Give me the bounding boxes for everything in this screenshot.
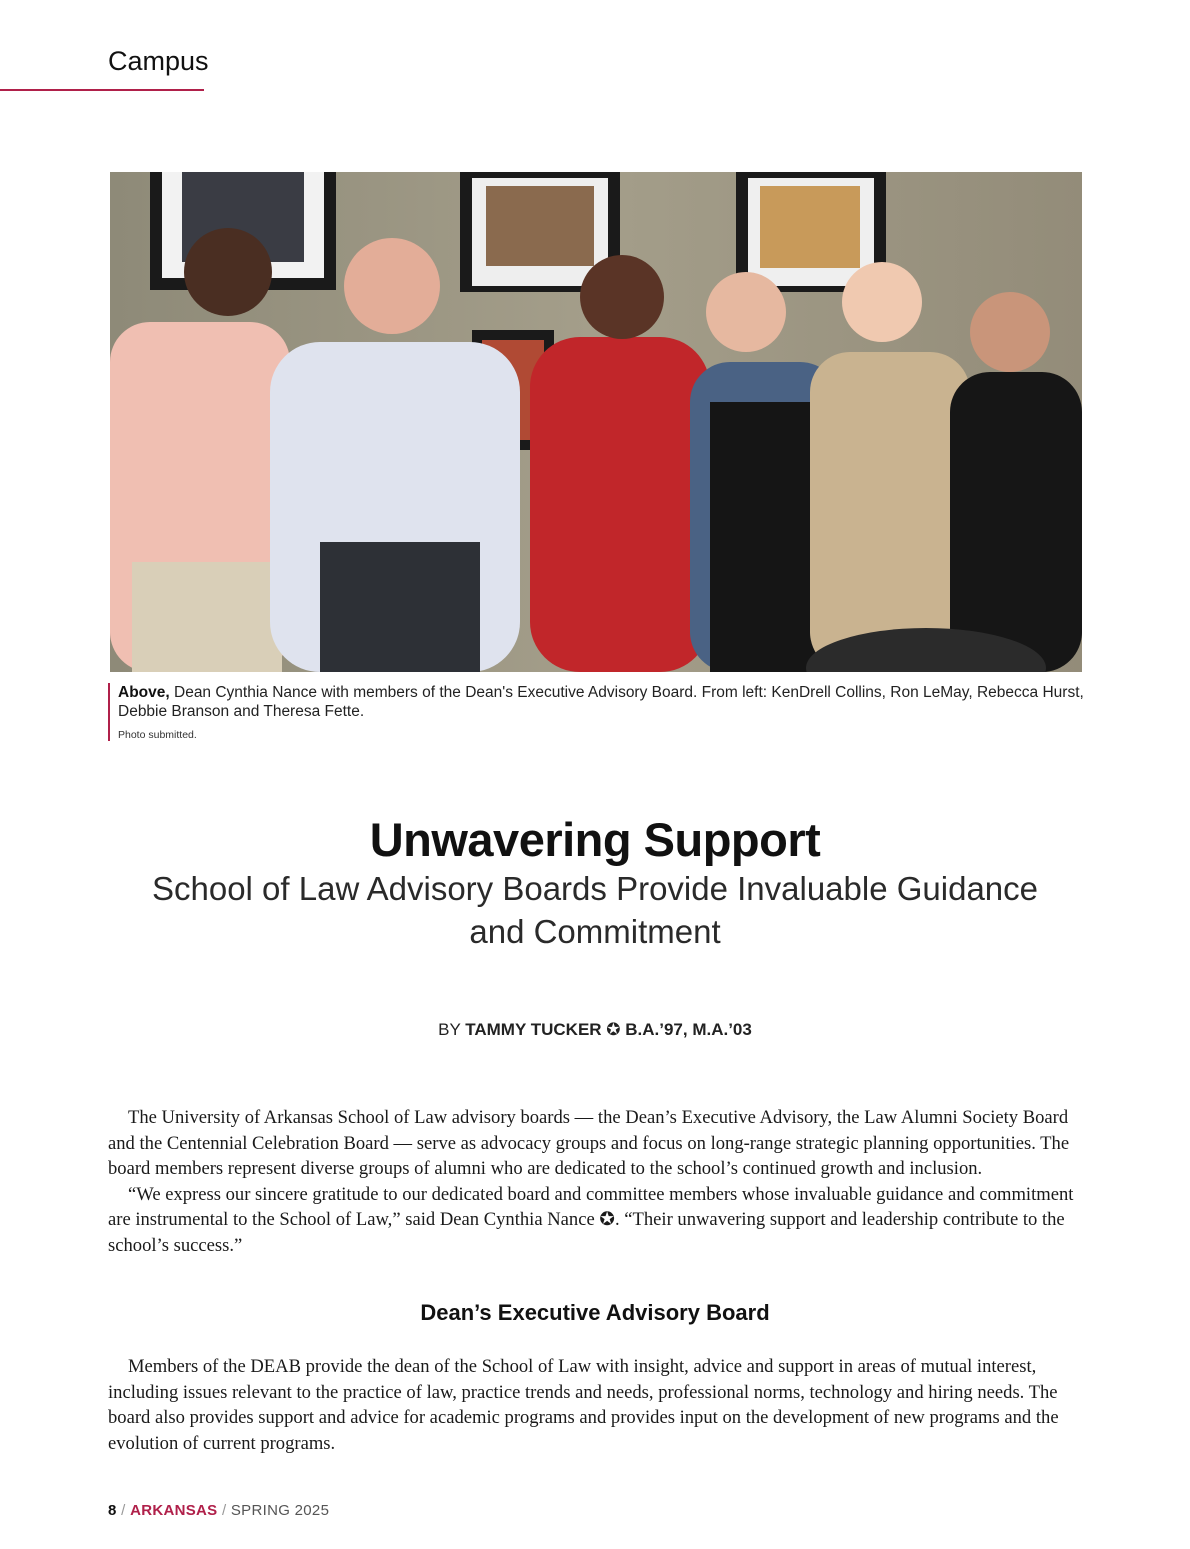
article-body-deab xyxy=(108,1354,1080,1456)
article-body xyxy=(108,1105,1080,1258)
body-paragraph: Members of the DEAB provide the dean of the School of Law with insight, advice and support in areas of mutual interest, including issues relevant to the practice of law, practice trends and needs, professional norms, technology and hiring needs. The board also provides support and advice for academic programs and provides input on the development of new programs and the evolution of current programs. xyxy=(108,1356,1059,1454)
byline-name: TAMMY TUCKER ✪ B.A.’97, M.A.’03 xyxy=(465,1020,752,1039)
caption-text: Dean Cynthia Nance with members of the Dean's Executive Advisory Board. From left: KenDrell Collins, Ron LeMay, Rebecca Hurst, Debbie Branson and Theresa Fette. xyxy=(118,684,1084,720)
section-subhead: Dean’s Executive Advisory Board xyxy=(420,1300,770,1325)
footer-separator: / xyxy=(121,1502,126,1519)
byline-prefix: BY xyxy=(438,1020,461,1039)
group-photo xyxy=(110,172,1082,672)
page-number: 8 xyxy=(108,1502,117,1519)
group-photo-illustration xyxy=(110,172,1082,672)
section-rule xyxy=(0,89,204,91)
byline xyxy=(0,1020,1190,1040)
photo-caption xyxy=(118,683,1092,721)
photo-caption-block xyxy=(108,683,1092,741)
magazine-name: ARKANSAS xyxy=(130,1502,218,1519)
article-title: Unwavering Support xyxy=(369,813,821,866)
photo-credit: Photo submitted. xyxy=(118,729,197,741)
page-footer xyxy=(108,1502,329,1519)
section-label: Campus xyxy=(108,46,209,76)
footer-separator: / xyxy=(221,1502,227,1519)
caption-lead: Above, xyxy=(118,684,170,701)
article-subtitle: School of Law Advisory Boards Provide Invaluable Guidance and Commitment xyxy=(151,870,1039,950)
body-paragraph: “We express our sincere gratitude to our dedicated board and committee members whose invaluable guidance and commitment are instrumental to the School of Law,” said Dean Cynthia Nance ✪. “Their unwavering support and leadership contribute to the school’s success.” xyxy=(108,1183,1074,1256)
body-paragraph: The University of Arkansas School of Law advisory boards — the Dean’s Executive Advisory, the Law Alumni Society Board and the Centennial Celebration Board — serve as advocacy groups and focus on long-range strategic planning opportunities. The board members represent diverse groups of alumni who are dedicated to the school’s continued growth and inclusion. xyxy=(108,1107,1070,1179)
issue-label: SPRING 2025 xyxy=(230,1502,330,1519)
